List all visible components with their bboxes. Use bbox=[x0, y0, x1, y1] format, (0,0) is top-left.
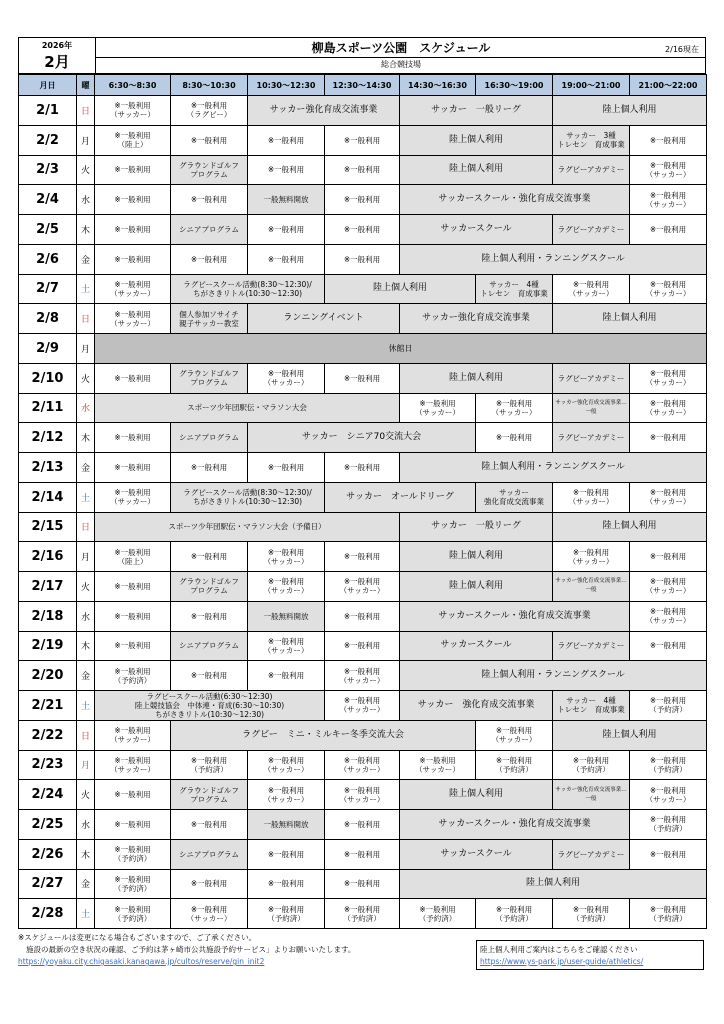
closed-day-cell: 休館日 bbox=[95, 334, 707, 364]
schedule-row bbox=[19, 720, 707, 750]
slot-cell: 陸上個人利用・ランニングスクール bbox=[400, 244, 707, 274]
slot-cell: ※一般利用 bbox=[95, 572, 171, 602]
slot-cell: サッカースクール・強化育成交流事業 bbox=[400, 601, 630, 631]
slot-cell: ※一般利用 （予約済） bbox=[325, 899, 400, 929]
slot-cell: ※一般利用 （陸上） bbox=[95, 125, 171, 155]
slot-cell: ※一般利用 bbox=[95, 780, 171, 810]
slot-cell: ※一般利用 （サッカー） bbox=[325, 750, 400, 780]
slot-cell: 一般無料開放 bbox=[248, 601, 325, 631]
schedule-row bbox=[19, 155, 707, 185]
slot-cell: 陸上個人利用 bbox=[400, 363, 553, 393]
slot-cell: ※一般利用 （サッカー） bbox=[400, 393, 476, 423]
slot-cell: サッカー強化育成交流事業…一般 bbox=[553, 572, 630, 602]
slot-cell: サッカースクール・強化育成交流事業 bbox=[400, 810, 630, 840]
col-header: 10:30～12:30 bbox=[248, 75, 325, 96]
col-header: 月日 bbox=[19, 75, 77, 96]
date-cell: 2/1 bbox=[19, 96, 77, 126]
slot-cell: ※一般利用 bbox=[248, 215, 325, 245]
date-cell: 2/13 bbox=[19, 453, 77, 483]
schedule-row bbox=[19, 899, 707, 929]
slot-cell: グラウンドゴルフ プログラム bbox=[171, 155, 248, 185]
slot-cell: ※一般利用 （予約済） bbox=[630, 899, 707, 929]
slot-cell: サッカー強化育成交流事業…一般 bbox=[553, 780, 630, 810]
slot-cell: ラグビースクール活動(8:30～12:30)/ ちがさきリトル(10:30～12:30) bbox=[171, 482, 325, 512]
date-cell: 2/3 bbox=[19, 155, 77, 185]
weekday-cell: 金 bbox=[77, 661, 95, 691]
slot-cell: ※一般利用 （予約済） bbox=[476, 750, 553, 780]
weekday-cell: 土 bbox=[77, 691, 95, 721]
slot-cell: ※一般利用 bbox=[171, 601, 248, 631]
slot-cell: サッカー 一般リーグ bbox=[400, 96, 553, 126]
slot-cell: ※一般利用 bbox=[171, 453, 248, 483]
date-cell: 2/24 bbox=[19, 780, 77, 810]
athletics-info-link[interactable]: https://www.ys-park.jp/user-guide/athletics/ bbox=[480, 957, 644, 966]
slot-cell: ラグビーアカデミー bbox=[553, 363, 630, 393]
schedule-row bbox=[19, 274, 707, 304]
slot-cell: サッカー強化育成交流事業 bbox=[248, 96, 400, 126]
slot-cell: ※一般利用 bbox=[630, 542, 707, 572]
slot-cell: サッカー 3種 トレセン 育成事業 bbox=[553, 125, 630, 155]
slot-cell: 陸上個人利用・ランニングスクール bbox=[400, 453, 707, 483]
weekday-cell: 水 bbox=[77, 601, 95, 631]
slot-cell: スポーツ少年団駅伝・マラソン大会 bbox=[95, 393, 400, 423]
slot-cell: グラウンドゴルフ プログラム bbox=[171, 780, 248, 810]
weekday-cell: 土 bbox=[77, 274, 95, 304]
slot-cell: サッカー 一般リーグ bbox=[400, 512, 553, 542]
slot-cell: サッカー 強化育成交流事業 bbox=[400, 691, 553, 721]
slot-cell: ※一般利用 （サッカー） bbox=[630, 274, 707, 304]
slot-cell: ※一般利用 bbox=[325, 185, 400, 215]
slot-cell: ※一般利用 bbox=[325, 839, 400, 869]
schedule-row bbox=[19, 542, 707, 572]
weekday-cell: 火 bbox=[77, 572, 95, 602]
slot-cell: ラグビースクール活動(8:30～12:30)/ ちがさきリトル(10:30～12:30) bbox=[171, 274, 325, 304]
athletics-info-text: 陸上個人利用ご案内はこちらをご確認ください bbox=[480, 945, 638, 954]
slot-cell: サッカー シニア70交流大会 bbox=[248, 423, 476, 453]
schedule-row bbox=[19, 691, 707, 721]
date-cell: 2/5 bbox=[19, 215, 77, 245]
weekday-cell: 水 bbox=[77, 810, 95, 840]
slot-cell: 陸上個人利用 bbox=[325, 274, 476, 304]
date-cell: 2/19 bbox=[19, 631, 77, 661]
slot-cell: ※一般利用 （サッカー） bbox=[630, 482, 707, 512]
slot-cell: ※一般利用 bbox=[95, 631, 171, 661]
slot-cell: 陸上個人利用 bbox=[553, 304, 707, 334]
col-header: 21:00～22:00 bbox=[630, 75, 707, 96]
slot-cell: ※一般利用 （予約済） bbox=[95, 869, 171, 899]
slot-cell: 陸上個人利用・ランニングスクール bbox=[400, 661, 707, 691]
slot-cell: サッカー強化育成交流事業…一般 bbox=[553, 393, 630, 423]
weekday-cell: 火 bbox=[77, 155, 95, 185]
month-label: 2月 bbox=[44, 53, 70, 71]
schedule-row bbox=[19, 661, 707, 691]
slot-cell: ※一般利用 （サッカー） bbox=[476, 393, 553, 423]
slot-cell: ※一般利用 （サッカー） bbox=[325, 780, 400, 810]
slot-cell: ※一般利用 （サッカー） bbox=[400, 750, 476, 780]
schedule-row bbox=[19, 453, 707, 483]
slot-cell: 陸上個人利用 bbox=[400, 780, 553, 810]
slot-cell: ※一般利用 bbox=[248, 155, 325, 185]
schedule-row bbox=[19, 512, 707, 542]
slot-cell: ラグビーアカデミー bbox=[553, 631, 630, 661]
schedule-row bbox=[19, 780, 707, 810]
slot-cell: グラウンドゴルフ プログラム bbox=[171, 572, 248, 602]
slot-cell: ※一般利用 （サッカー） bbox=[248, 750, 325, 780]
slot-cell: 陸上個人利用 bbox=[400, 155, 553, 185]
slot-cell: サッカースクール bbox=[400, 839, 553, 869]
date-cell: 2/8 bbox=[19, 304, 77, 334]
slot-cell: 個人参加ソサイチ 親子サッカー教室 bbox=[171, 304, 248, 334]
weekday-cell: 月 bbox=[77, 125, 95, 155]
slot-cell: ※一般利用 bbox=[325, 155, 400, 185]
date-cell: 2/12 bbox=[19, 423, 77, 453]
weekday-cell: 月 bbox=[77, 542, 95, 572]
schedule-row bbox=[19, 363, 707, 393]
slot-cell: ※一般利用 bbox=[325, 215, 400, 245]
date-cell: 2/26 bbox=[19, 839, 77, 869]
col-header: 14:30～16:30 bbox=[400, 75, 476, 96]
slot-cell: ※一般利用 bbox=[248, 453, 325, 483]
slot-cell: ※一般利用 （予約済） bbox=[95, 661, 171, 691]
slot-cell: ※一般利用 （サッカー） bbox=[630, 780, 707, 810]
slot-cell: ※一般利用 （サッカー） bbox=[248, 631, 325, 661]
slot-cell: ラグビースクール活動(6:30～12:30) 陸上競技協会 中体連・育成(6:30～10:30) ちがさきリトル(10:30～12:30) bbox=[95, 691, 325, 721]
slot-cell: ※一般利用 bbox=[95, 810, 171, 840]
date-cell: 2/2 bbox=[19, 125, 77, 155]
slot-cell: ※一般利用 （サッカー） bbox=[630, 185, 707, 215]
slot-cell: ※一般利用 （サッカー） bbox=[95, 750, 171, 780]
slot-cell: ※一般利用 （サッカー） bbox=[95, 720, 171, 750]
slot-cell: 陸上個人利用 bbox=[553, 512, 707, 542]
slot-cell: ※一般利用 （サッカー） bbox=[325, 572, 400, 602]
slot-cell: ※一般利用 bbox=[95, 601, 171, 631]
slot-cell: ラグビーアカデミー bbox=[553, 423, 630, 453]
slot-cell: ※一般利用 bbox=[248, 839, 325, 869]
slot-cell: ※一般利用 bbox=[325, 810, 400, 840]
slot-cell: サッカー オールドリーグ bbox=[325, 482, 476, 512]
col-header: 16:30～19:00 bbox=[476, 75, 553, 96]
schedule-row bbox=[19, 423, 707, 453]
reservation-link[interactable]: https://yoyaku.city.chigasaki.kanagawa.jp/cultos/reserve/gin_init2 bbox=[18, 957, 265, 966]
slot-cell: ※一般利用 （予約済） bbox=[553, 750, 630, 780]
slot-cell: ※一般利用 bbox=[325, 869, 400, 899]
slot-cell: ※一般利用 （サッカー） bbox=[630, 572, 707, 602]
slot-cell: ※一般利用 bbox=[95, 155, 171, 185]
date-cell: 2/17 bbox=[19, 572, 77, 602]
slot-cell: ※一般利用 （サッカー） bbox=[248, 542, 325, 572]
schedule-row bbox=[19, 393, 707, 423]
slot-cell: ※一般利用 bbox=[325, 453, 400, 483]
as-of-date: 2/16現在 bbox=[665, 45, 699, 54]
weekday-cell: 月 bbox=[77, 750, 95, 780]
slot-cell: ※一般利用 （サッカー） bbox=[248, 572, 325, 602]
weekday-cell: 月 bbox=[77, 334, 95, 364]
date-cell: 2/20 bbox=[19, 661, 77, 691]
slot-cell: ※一般利用 bbox=[171, 244, 248, 274]
schedule-table bbox=[18, 74, 707, 929]
col-header: 19:00～21:00 bbox=[553, 75, 630, 96]
slot-cell: ※一般利用 （予約済） bbox=[630, 750, 707, 780]
slot-cell: シニアプログラム bbox=[171, 631, 248, 661]
slot-cell: ラグビー ミニ・ミルキー冬季交流大会 bbox=[171, 720, 476, 750]
slot-cell: 陸上個人利用 bbox=[400, 542, 553, 572]
date-cell: 2/28 bbox=[19, 899, 77, 929]
slot-cell: ※一般利用 bbox=[95, 423, 171, 453]
slot-cell: スポーツ少年団駅伝・マラソン大会（予備日） bbox=[95, 512, 400, 542]
slot-cell: ※一般利用 bbox=[476, 423, 553, 453]
weekday-cell: 日 bbox=[77, 720, 95, 750]
date-cell: 2/14 bbox=[19, 482, 77, 512]
slot-cell: 陸上個人利用 bbox=[400, 869, 707, 899]
header-hline bbox=[96, 57, 706, 58]
slot-cell: ※一般利用 bbox=[325, 601, 400, 631]
slot-cell: 一般無料開放 bbox=[248, 810, 325, 840]
slot-cell: ラグビーアカデミー bbox=[553, 155, 630, 185]
slot-cell: ※一般利用 （サッカー） bbox=[630, 393, 707, 423]
slot-cell: サッカー強化育成交流事業 bbox=[400, 304, 553, 334]
slot-cell: ※一般利用 bbox=[630, 423, 707, 453]
slot-cell: サッカー 4種 トレセン 育成事業 bbox=[476, 274, 553, 304]
weekday-cell: 土 bbox=[77, 482, 95, 512]
date-cell: 2/27 bbox=[19, 869, 77, 899]
slot-cell: ※一般利用 （予約済） bbox=[553, 899, 630, 929]
slot-cell: グラウンドゴルフ プログラム bbox=[171, 363, 248, 393]
slot-cell: ※一般利用 （サッカー） bbox=[171, 899, 248, 929]
slot-cell: ※一般利用 （予約済） bbox=[95, 899, 171, 929]
date-cell: 2/11 bbox=[19, 393, 77, 423]
slot-cell: ※一般利用 bbox=[630, 839, 707, 869]
schedule-row bbox=[19, 869, 707, 899]
slot-cell: サッカースクール bbox=[400, 215, 553, 245]
slot-cell: ラグビーアカデミー bbox=[553, 839, 630, 869]
slot-cell: ※一般利用 bbox=[325, 631, 400, 661]
date-cell: 2/6 bbox=[19, 244, 77, 274]
slot-cell: ※一般利用 （予約済） bbox=[95, 839, 171, 869]
change-notice: ※スケジュールは変更になる場合もございますので、ご了承ください。 bbox=[18, 933, 257, 942]
slot-cell: ※一般利用 bbox=[630, 215, 707, 245]
slot-cell: ※一般利用 （予約済） bbox=[630, 810, 707, 840]
slot-cell: ※一般利用 （サッカー） bbox=[95, 274, 171, 304]
slot-cell: ※一般利用 bbox=[325, 125, 400, 155]
schedule-row bbox=[19, 96, 707, 126]
date-cell: 2/7 bbox=[19, 274, 77, 304]
slot-cell: サッカースクール bbox=[400, 631, 553, 661]
column-header-row bbox=[19, 75, 707, 96]
slot-cell: ※一般利用 （サッカー） bbox=[630, 363, 707, 393]
slot-cell: ※一般利用 （予約済） bbox=[248, 899, 325, 929]
schedule-row bbox=[19, 839, 707, 869]
schedule-row bbox=[19, 125, 707, 155]
slot-cell: ※一般利用 bbox=[325, 244, 400, 274]
schedule-row bbox=[19, 185, 707, 215]
date-cell: 2/9 bbox=[19, 334, 77, 364]
weekday-cell: 木 bbox=[77, 631, 95, 661]
slot-cell: ※一般利用 （サッカー） bbox=[630, 155, 707, 185]
slot-cell: ※一般利用 bbox=[171, 869, 248, 899]
weekday-cell: 金 bbox=[77, 244, 95, 274]
slot-cell: ※一般利用 （サッカー） bbox=[95, 482, 171, 512]
year-label: 2026年 bbox=[41, 41, 73, 50]
slot-cell: 陸上個人利用 bbox=[400, 125, 553, 155]
weekday-cell: 金 bbox=[77, 869, 95, 899]
slot-cell: ※一般利用 bbox=[95, 363, 171, 393]
schedule-row bbox=[19, 810, 707, 840]
slot-cell: ※一般利用 bbox=[325, 542, 400, 572]
weekday-cell: 金 bbox=[77, 453, 95, 483]
slot-cell: ※一般利用 bbox=[171, 661, 248, 691]
date-cell: 2/15 bbox=[19, 512, 77, 542]
slot-cell: ※一般利用 （サッカー） bbox=[95, 304, 171, 334]
slot-cell: サッカースクール・強化育成交流事業 bbox=[400, 185, 630, 215]
slot-cell: ※一般利用 bbox=[171, 185, 248, 215]
slot-cell: ※一般利用 bbox=[248, 661, 325, 691]
slot-cell: ラグビーアカデミー bbox=[553, 215, 630, 245]
slot-cell: ※一般利用 （サッカー） bbox=[95, 96, 171, 126]
slot-cell: ※一般利用 bbox=[95, 185, 171, 215]
slot-cell: シニアプログラム bbox=[171, 215, 248, 245]
weekday-cell: 土 bbox=[77, 899, 95, 929]
schedule-row bbox=[19, 482, 707, 512]
slot-cell: ランニングイベント bbox=[248, 304, 400, 334]
weekday-cell: 水 bbox=[77, 393, 95, 423]
slot-cell: 陸上個人利用 bbox=[553, 96, 707, 126]
slot-cell: ※一般利用 （予約済） bbox=[400, 899, 476, 929]
slot-cell: ※一般利用 bbox=[95, 453, 171, 483]
col-header: 12:30～14:30 bbox=[325, 75, 400, 96]
slot-cell: ※一般利用 （サッカー） bbox=[325, 691, 400, 721]
slot-cell: ※一般利用 （ラグビー） bbox=[171, 96, 248, 126]
weekday-cell: 木 bbox=[77, 423, 95, 453]
weekday-cell: 火 bbox=[77, 780, 95, 810]
weekday-cell: 水 bbox=[77, 185, 95, 215]
weekday-cell: 日 bbox=[77, 96, 95, 126]
slot-cell: シニアプログラム bbox=[171, 423, 248, 453]
date-cell: 2/16 bbox=[19, 542, 77, 572]
col-header: 6:30～8:30 bbox=[95, 75, 171, 96]
slot-cell: サッカー 強化育成交流事業 bbox=[476, 482, 553, 512]
slot-cell: ※一般利用 （サッカー） bbox=[553, 542, 630, 572]
weekday-cell: 木 bbox=[77, 215, 95, 245]
date-cell: 2/25 bbox=[19, 810, 77, 840]
slot-cell: ※一般利用 （サッカー） bbox=[553, 482, 630, 512]
slot-cell: ※一般利用 bbox=[248, 244, 325, 274]
slot-cell: 陸上個人利用 bbox=[553, 720, 707, 750]
date-cell: 2/4 bbox=[19, 185, 77, 215]
date-cell: 2/10 bbox=[19, 363, 77, 393]
schedule-row bbox=[19, 631, 707, 661]
slot-cell: ※一般利用 （サッカー） bbox=[553, 274, 630, 304]
weekday-cell: 火 bbox=[77, 363, 95, 393]
slot-cell: ※一般利用 （サッカー） bbox=[248, 780, 325, 810]
page-title: 柳島スポーツ公園 スケジュール bbox=[311, 41, 491, 55]
slot-cell: ※一般利用 （陸上） bbox=[95, 542, 171, 572]
slot-cell: ※一般利用 bbox=[325, 363, 400, 393]
weekday-cell: 日 bbox=[77, 512, 95, 542]
slot-cell: シニアプログラム bbox=[171, 839, 248, 869]
reservation-notice: 施設の最新の空き状況の確認、ご予約は茅ヶ崎市公共施設予約サービス」よりお願いいたします。 bbox=[26, 945, 356, 954]
slot-cell: ※一般利用 bbox=[248, 869, 325, 899]
slot-cell: 陸上個人利用 bbox=[400, 572, 553, 602]
slot-cell: ※一般利用 （サッカー） bbox=[630, 601, 707, 631]
date-cell: 2/22 bbox=[19, 720, 77, 750]
slot-cell: ※一般利用 （サッカー） bbox=[476, 720, 553, 750]
date-cell: 2/18 bbox=[19, 601, 77, 631]
slot-cell: 一般無料開放 bbox=[248, 185, 325, 215]
schedule-row bbox=[19, 334, 707, 364]
slot-cell: サッカー 4種 トレセン 育成事業 bbox=[553, 691, 630, 721]
slot-cell: ※一般利用 （予約済） bbox=[476, 899, 553, 929]
schedule-row bbox=[19, 304, 707, 334]
schedule-row bbox=[19, 215, 707, 245]
col-header: 8:30～10:30 bbox=[171, 75, 248, 96]
slot-cell: ※一般利用 （サッカー） bbox=[325, 661, 400, 691]
date-cell: 2/21 bbox=[19, 691, 77, 721]
slot-cell: ※一般利用 bbox=[630, 125, 707, 155]
slot-cell: ※一般利用 （サッカー） bbox=[248, 363, 325, 393]
slot-cell: ※一般利用 （予約済） bbox=[630, 691, 707, 721]
weekday-cell: 日 bbox=[77, 304, 95, 334]
schedule-header bbox=[18, 37, 706, 74]
col-header: 曜 bbox=[77, 75, 95, 96]
slot-cell: ※一般利用 bbox=[248, 125, 325, 155]
athletics-info-box bbox=[476, 940, 704, 970]
weekday-cell: 木 bbox=[77, 839, 95, 869]
venue-label: 総合競技場 bbox=[381, 60, 421, 69]
slot-cell: ※一般利用 （予約済） bbox=[171, 750, 248, 780]
schedule-row bbox=[19, 601, 707, 631]
slot-cell: ※一般利用 bbox=[95, 244, 171, 274]
schedule-row bbox=[19, 572, 707, 602]
slot-cell: ※一般利用 bbox=[171, 542, 248, 572]
slot-cell: ※一般利用 bbox=[171, 810, 248, 840]
slot-cell: ※一般利用 bbox=[630, 631, 707, 661]
slot-cell: ※一般利用 bbox=[171, 125, 248, 155]
schedule-row bbox=[19, 750, 707, 780]
slot-cell: ※一般利用 bbox=[95, 215, 171, 245]
schedule-row bbox=[19, 244, 707, 274]
date-cell: 2/23 bbox=[19, 750, 77, 780]
